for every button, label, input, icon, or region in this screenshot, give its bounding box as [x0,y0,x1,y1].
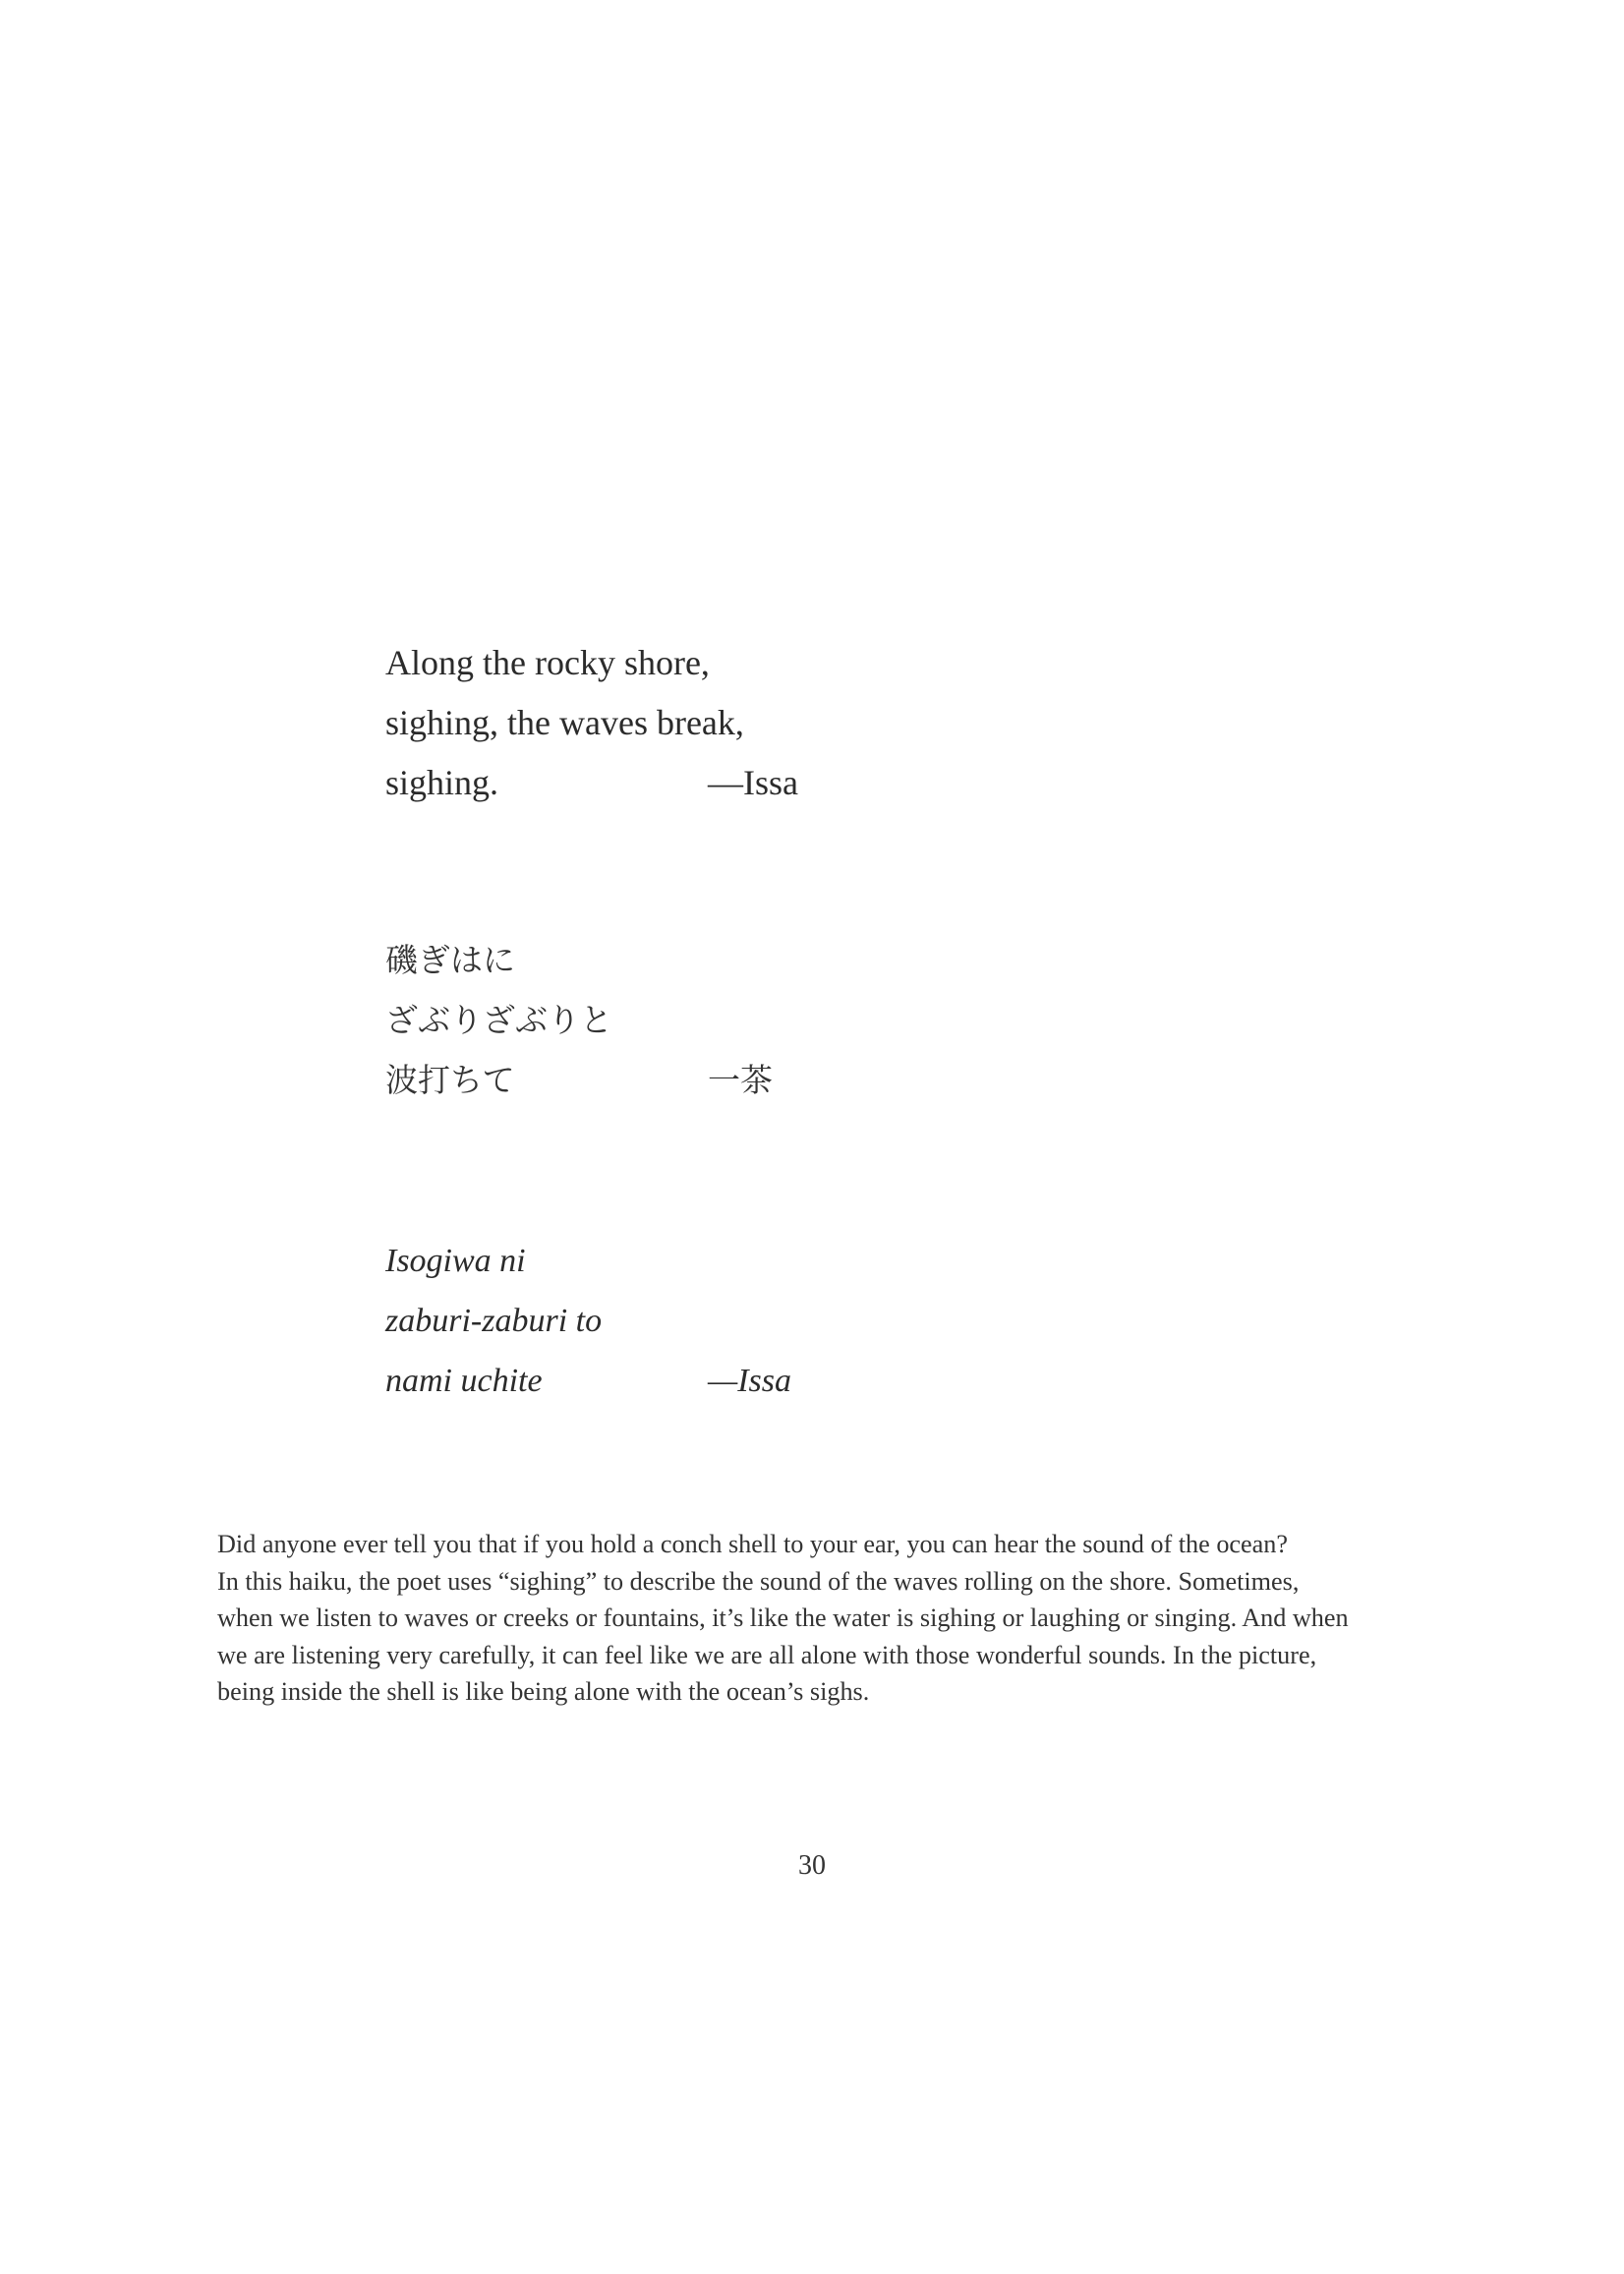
commentary-paragraph [217,1526,1436,1711]
haiku-romaji-line-3 [385,1351,975,1411]
commentary-line-4: we are listening very carefully, it can feel like we are all alone with those wonderful sounds. In the picture, [217,1640,1317,1669]
haiku-english-line-3-text: sighing. [385,763,499,802]
commentary-line-5: being inside the shell is like being alone with the ocean’s sighs. [217,1677,870,1707]
haiku-romaji-line-2-text: zaburi-zaburi to [385,1303,603,1339]
haiku-english [385,633,975,813]
haiku-english-line-1 [385,633,975,693]
haiku-english-line-1-text: Along the rocky shore, [385,643,710,682]
haiku-japanese-line-3-text: 波打ちて [385,1061,515,1099]
haiku-japanese-line-2 [385,990,975,1050]
page-number: 30 [798,1850,826,1881]
haiku-romaji [385,1231,975,1411]
haiku-english-attribution: —Issa [708,763,798,802]
haiku-romaji-line-2 [385,1291,975,1351]
commentary-line-2: In this haiku, the poet uses “sighing” to describe the sound of the waves rolling on the shore. Sometimes, [217,1566,1300,1596]
commentary-line-1: Did anyone ever tell you that if you hold a conch shell to your ear, you can hear the sound of the ocean? [217,1530,1289,1558]
haiku-english-line-2-text: sighing, the waves break, [385,703,744,742]
haiku-romaji-line-3-text: nami uchite [385,1363,543,1399]
haiku-japanese [385,930,975,1110]
haiku-japanese-line-1 [385,930,975,990]
haiku-japanese-attribution: 一茶 [708,1061,773,1099]
haiku-japanese-line-3 [385,1050,975,1110]
haiku-english-line-3 [385,753,975,813]
haiku-english-line-2 [385,693,975,753]
haiku-romaji-attribution: —Issa [708,1363,792,1399]
haiku-japanese-line-2-text: ざぶりざぶりと [385,1001,612,1039]
haiku-romaji-line-1-text: Isogiwa ni [385,1243,526,1279]
haiku-romaji-line-1 [385,1231,975,1291]
commentary-line-3: when we listen to waves or creeks or fountains, it’s like the water is sighing or laughing or singing. And when [217,1603,1349,1633]
haiku-japanese-line-1-text: 磯ぎはに [385,941,515,979]
